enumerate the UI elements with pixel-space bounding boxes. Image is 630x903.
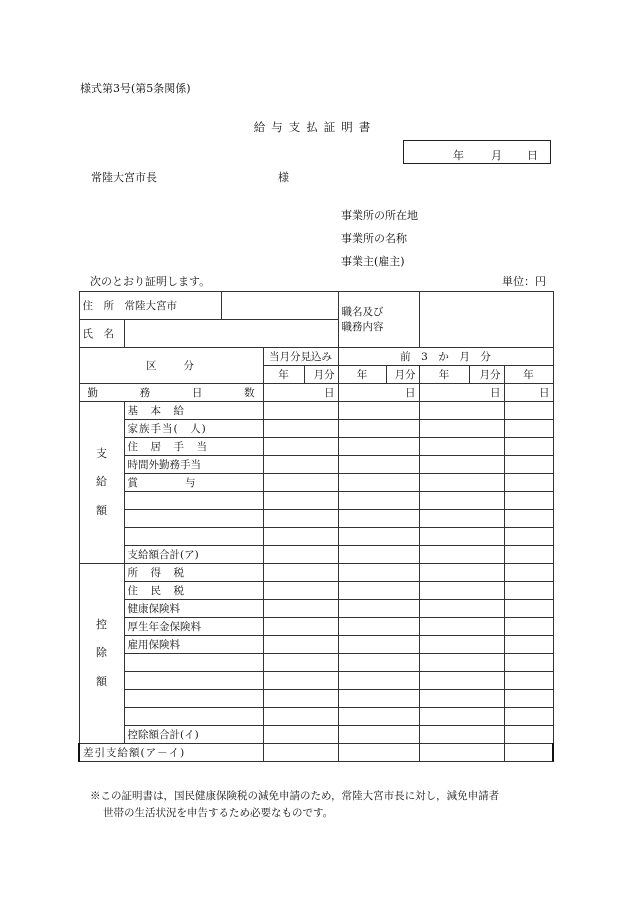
- deduction-amount-cell[interactable]: [263, 564, 338, 582]
- deduction-amount-cell[interactable]: [504, 708, 553, 726]
- pay-amount-cell[interactable]: [263, 420, 338, 438]
- pay-amount-cell[interactable]: [338, 474, 419, 492]
- pay-item-label: 家族手当( 人): [124, 420, 263, 438]
- pay-group-char: 額: [96, 503, 107, 517]
- deduction-amount-cell[interactable]: [504, 726, 553, 744]
- pay-amount-cell[interactable]: [263, 528, 338, 546]
- name-input[interactable]: [124, 320, 338, 348]
- pay-group-char: 支: [96, 446, 107, 460]
- pay-amount-cell[interactable]: [263, 510, 338, 528]
- address-value: 常陸大宮市: [124, 300, 177, 312]
- unit-label: 単位：円: [502, 275, 546, 288]
- pay-amount-cell[interactable]: [419, 420, 504, 438]
- pay-amount-cell[interactable]: [263, 546, 338, 564]
- deduction-item-label: 所 得 税: [124, 564, 263, 582]
- deduction-row: [79, 690, 553, 708]
- pay-row: [79, 492, 553, 510]
- address-row: [79, 292, 553, 320]
- deduction-amount-cell[interactable]: [263, 618, 338, 636]
- deduction-amount-cell[interactable]: [338, 636, 419, 654]
- job-input[interactable]: [419, 292, 553, 348]
- salary-table: [78, 291, 554, 762]
- pay-item-label: 住 居 手 当: [124, 438, 263, 456]
- honorific: 様: [278, 171, 289, 184]
- work-days-row: [79, 384, 553, 402]
- pay-amount-cell[interactable]: [504, 510, 553, 528]
- deduction-group-label: [79, 564, 124, 744]
- pay-amount-cell[interactable]: [263, 456, 338, 474]
- pay-amount-cell[interactable]: [419, 492, 504, 510]
- deduction-row: [79, 636, 553, 654]
- period-year-cell[interactable]: 年: [419, 366, 469, 384]
- pay-row: [79, 546, 553, 564]
- deduction-item-label: 住 民 税: [124, 582, 263, 600]
- deduction-amount-cell[interactable]: [263, 726, 338, 744]
- document-title: 給与支払証明書: [253, 120, 377, 134]
- period-year-cell[interactable]: 年: [338, 366, 386, 384]
- deduction-amount-cell[interactable]: [504, 582, 553, 600]
- deduction-amount-cell[interactable]: [263, 582, 338, 600]
- deduction-amount-cell[interactable]: [338, 672, 419, 690]
- deduction-total-label: 控除額合計(イ): [124, 726, 263, 744]
- pay-amount-cell[interactable]: [338, 438, 419, 456]
- deduction-amount-cell[interactable]: [419, 654, 504, 672]
- deduction-amount-cell[interactable]: [338, 600, 419, 618]
- deduction-amount-cell[interactable]: [419, 582, 504, 600]
- addressee: 常陸大宮市長: [91, 171, 157, 184]
- pay-amount-cell[interactable]: [338, 528, 419, 546]
- deduction-amount-cell[interactable]: [338, 708, 419, 726]
- deduction-item-label[interactable]: [124, 654, 263, 672]
- pay-item-label: 基 本 給: [124, 402, 263, 420]
- pay-row: [79, 528, 553, 546]
- pay-amount-cell[interactable]: [419, 528, 504, 546]
- deduction-row: [79, 708, 553, 726]
- header-row-1: [79, 348, 553, 366]
- deduction-amount-cell[interactable]: [263, 672, 338, 690]
- employer-owner-label: 事業主(雇主): [341, 255, 405, 268]
- pay-row: [79, 402, 553, 420]
- deduction-group-char: 除: [96, 646, 107, 660]
- pay-amount-cell[interactable]: [504, 420, 553, 438]
- pay-amount-cell[interactable]: [504, 546, 553, 564]
- current-month-header: 当月分見込み: [263, 348, 338, 366]
- pay-amount-cell[interactable]: [338, 510, 419, 528]
- pay-item-label: 時間外勤務手当: [124, 456, 263, 474]
- work-days-cell[interactable]: 日: [504, 384, 553, 402]
- pay-amount-cell[interactable]: [504, 456, 553, 474]
- deduction-item-label: 雇用保険料: [124, 636, 263, 654]
- net-pay-cell[interactable]: [419, 744, 504, 762]
- pay-group-char: 給: [96, 475, 107, 489]
- pay-row: [79, 420, 553, 438]
- pay-item-label[interactable]: [124, 492, 263, 510]
- deduction-amount-cell[interactable]: [504, 636, 553, 654]
- period-month-cell[interactable]: 月分: [469, 366, 504, 384]
- work-days-label: 勤 務 日 数: [79, 384, 263, 402]
- deduction-amount-cell[interactable]: [338, 582, 419, 600]
- deduction-amount-cell[interactable]: [419, 600, 504, 618]
- deduction-amount-cell[interactable]: [504, 600, 553, 618]
- pay-amount-cell[interactable]: [504, 438, 553, 456]
- pay-amount-cell[interactable]: [419, 438, 504, 456]
- prev-months-header: 前 3 か 月 分: [338, 348, 553, 366]
- deduction-item-label: 健康保険料: [124, 600, 263, 618]
- deduction-row: [79, 564, 553, 582]
- deduction-amount-cell[interactable]: [263, 600, 338, 618]
- period-month-cell[interactable]: 月分: [386, 366, 419, 384]
- pay-amount-cell[interactable]: [338, 420, 419, 438]
- pay-amount-cell[interactable]: [338, 546, 419, 564]
- deduction-amount-cell[interactable]: [504, 618, 553, 636]
- work-days-cell[interactable]: 日: [338, 384, 419, 402]
- footnote: [90, 788, 555, 822]
- footnote-line-2: 世帯の生活状況を申告するため必要なものです。: [103, 807, 334, 819]
- deduction-group-char: 額: [96, 674, 107, 688]
- deduction-amount-cell[interactable]: [504, 672, 553, 690]
- pay-amount-cell[interactable]: [263, 474, 338, 492]
- pay-item-label: 賞 与: [124, 474, 263, 492]
- pay-amount-cell[interactable]: [504, 402, 553, 420]
- deduction-row: [79, 618, 553, 636]
- deduction-amount-cell[interactable]: [338, 654, 419, 672]
- work-days-cell[interactable]: 日: [263, 384, 338, 402]
- intro-text: 次のとおり証明します。: [90, 275, 211, 288]
- deduction-amount-cell[interactable]: [504, 564, 553, 582]
- pay-amount-cell[interactable]: [419, 474, 504, 492]
- deduction-amount-cell[interactable]: [419, 636, 504, 654]
- pay-item-label[interactable]: [124, 510, 263, 528]
- deduction-group-char: 控: [96, 617, 107, 631]
- deduction-amount-cell[interactable]: [338, 726, 419, 744]
- pay-amount-cell[interactable]: [504, 492, 553, 510]
- pay-amount-cell[interactable]: [504, 528, 553, 546]
- net-pay-cell[interactable]: [263, 744, 338, 762]
- date-year-label: 年: [453, 149, 464, 162]
- form-number: 様式第3号(第5条関係): [80, 82, 191, 95]
- address-label: 住 所: [82, 300, 114, 312]
- pay-amount-cell[interactable]: [263, 492, 338, 510]
- pay-amount-cell[interactable]: [419, 546, 504, 564]
- employer-address-label: 事業所の所在地: [341, 209, 418, 222]
- deduction-amount-cell[interactable]: [263, 636, 338, 654]
- deduction-row: [79, 582, 553, 600]
- deduction-item-label: 厚生年金保険料: [124, 618, 263, 636]
- deduction-row: [79, 726, 553, 744]
- job-label-2: 職務内容: [341, 320, 384, 333]
- pay-amount-cell[interactable]: [419, 456, 504, 474]
- pay-amount-cell[interactable]: [338, 456, 419, 474]
- deduction-amount-cell[interactable]: [504, 690, 553, 708]
- pay-amount-cell[interactable]: [504, 474, 553, 492]
- deduction-amount-cell[interactable]: [338, 564, 419, 582]
- deduction-amount-cell[interactable]: [338, 690, 419, 708]
- date-day-label: 日: [527, 149, 538, 162]
- deduction-item-label[interactable]: [124, 690, 263, 708]
- pay-row: [79, 438, 553, 456]
- deduction-amount-cell[interactable]: [338, 618, 419, 636]
- deduction-item-label[interactable]: [124, 708, 263, 726]
- deduction-amount-cell[interactable]: [419, 708, 504, 726]
- date-month-label: 月: [491, 149, 502, 162]
- deduction-amount-cell[interactable]: [263, 690, 338, 708]
- pay-amount-cell[interactable]: [338, 492, 419, 510]
- pay-row: [79, 510, 553, 528]
- pay-amount-cell[interactable]: [419, 510, 504, 528]
- pay-amount-cell[interactable]: [263, 438, 338, 456]
- period-year-cell[interactable]: 年: [504, 366, 553, 384]
- job-label-1: 職名及び: [341, 305, 384, 318]
- pay-total-label: 支給額合計(ア): [124, 546, 263, 564]
- address-input[interactable]: [221, 292, 338, 320]
- footnote-line-1: ※この証明書は，国民健康保険税の減免申請のため，常陸大宮市長に対し，減免申請者: [90, 790, 500, 802]
- work-days-cell[interactable]: 日: [419, 384, 504, 402]
- deduction-amount-cell[interactable]: [419, 726, 504, 744]
- address-label-cell: [79, 292, 221, 320]
- category-header: 区 分: [79, 348, 263, 384]
- deduction-row: [79, 654, 553, 672]
- deduction-amount-cell[interactable]: [419, 618, 504, 636]
- deduction-item-label[interactable]: [124, 672, 263, 690]
- pay-amount-cell[interactable]: [338, 402, 419, 420]
- deduction-amount-cell[interactable]: [419, 690, 504, 708]
- pay-row: [79, 474, 553, 492]
- period-year-cell[interactable]: 年: [263, 366, 304, 384]
- job-label-cell: [338, 292, 419, 348]
- net-pay-label: 差引支給額(ア－イ): [79, 744, 263, 762]
- deduction-amount-cell[interactable]: [419, 672, 504, 690]
- pay-item-label[interactable]: [124, 528, 263, 546]
- deduction-row: [79, 600, 553, 618]
- deduction-amount-cell[interactable]: [419, 564, 504, 582]
- period-month-cell[interactable]: 月分: [304, 366, 338, 384]
- net-pay-cell[interactable]: [504, 744, 553, 762]
- deduction-amount-cell[interactable]: [263, 708, 338, 726]
- deduction-amount-cell[interactable]: [504, 654, 553, 672]
- pay-amount-cell[interactable]: [419, 402, 504, 420]
- net-pay-cell[interactable]: [338, 744, 419, 762]
- employer-name-label: 事業所の名称: [341, 232, 407, 245]
- name-label: 氏 名: [79, 320, 124, 348]
- deduction-row: [79, 672, 553, 690]
- pay-amount-cell[interactable]: [263, 402, 338, 420]
- net-pay-row: [79, 744, 553, 762]
- pay-group-label: [79, 402, 124, 564]
- deduction-amount-cell[interactable]: [263, 654, 338, 672]
- pay-row: [79, 456, 553, 474]
- date-box[interactable]: [403, 140, 551, 164]
